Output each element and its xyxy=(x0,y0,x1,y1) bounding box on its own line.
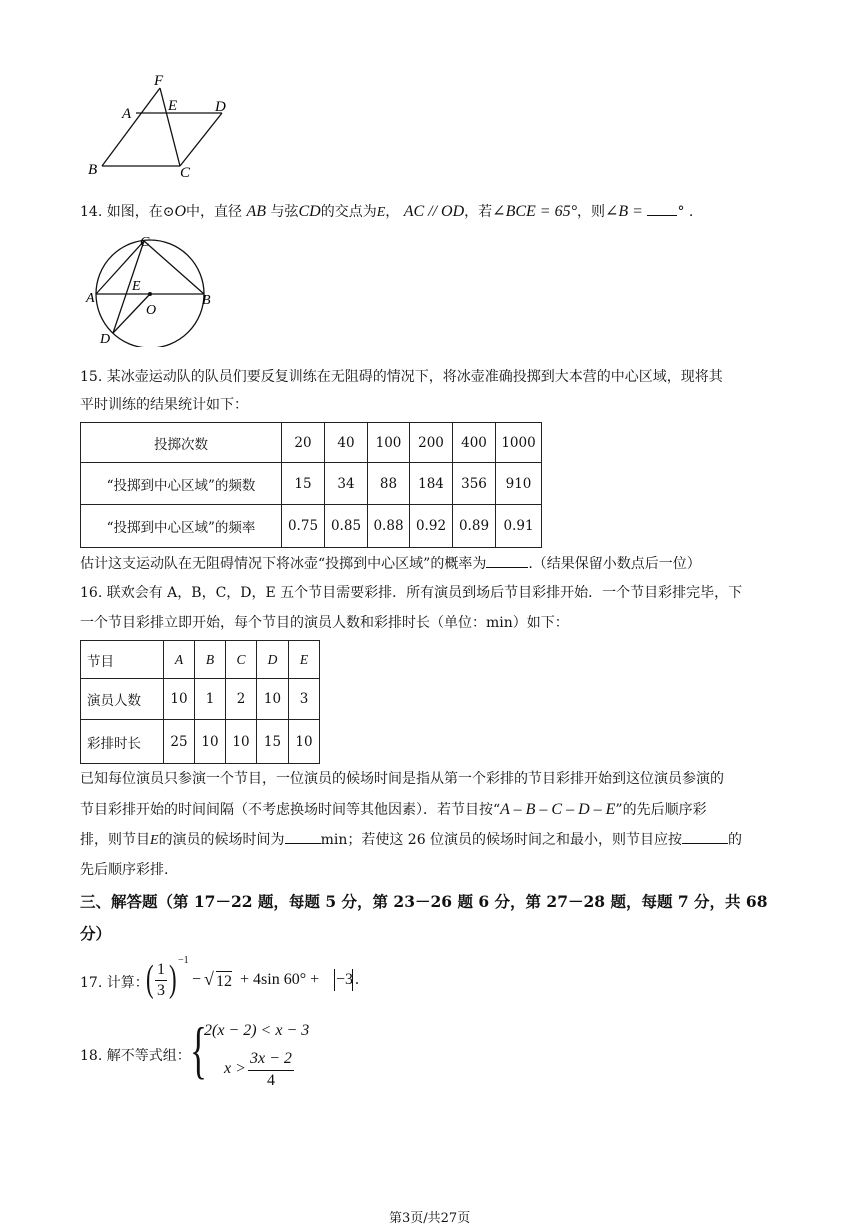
table-cell: 15 xyxy=(282,463,325,505)
q18-eq1: 2(x − 2) < x − 3 xyxy=(204,1022,310,1039)
table-cell: 88 xyxy=(368,463,410,505)
fig14-label-D: D xyxy=(100,332,111,347)
q14-t7: ，则 xyxy=(577,204,605,220)
brace-icon: { xyxy=(190,1014,207,1085)
q16-para1: 已知每位演员只参演一个节目，一位演员的候场时间是指从第一个彩排的节目彩排开始到这位演员参演的 xyxy=(80,771,724,787)
sqrt-icon: √ xyxy=(204,969,214,989)
q14-CD: CD xyxy=(298,203,321,220)
table-cell: 15 xyxy=(257,720,289,764)
table-cell: 910 xyxy=(496,463,542,505)
fig14-label-C: C xyxy=(140,235,150,250)
q14-angleB: ∠B = xyxy=(605,203,643,220)
table-cell: 0.91 xyxy=(496,505,542,548)
q14-text xyxy=(80,201,693,221)
q14-angle: ∠BCE = 65° xyxy=(492,203,577,220)
table-cell: 10 xyxy=(226,720,257,764)
table-cell: B xyxy=(195,641,226,679)
table-row xyxy=(81,505,542,548)
table-cell: 1000 xyxy=(496,423,542,463)
q16-para2 xyxy=(80,799,707,819)
fig14-label-B: B xyxy=(202,293,211,308)
q16-line1: 16. 联欢会有 A，B，C，D，E 五个节目需要彩排．所有演员到场后节目彩排开始．一个节目彩排完毕，下 xyxy=(80,585,743,601)
q18-system xyxy=(190,1016,330,1098)
parallelogram-figure xyxy=(84,70,244,180)
q17-abs-bar-right xyxy=(352,969,353,991)
q17-rest: + 4sin 60° + xyxy=(240,971,320,988)
q17-end: . xyxy=(355,971,359,988)
fig13-label-B: B xyxy=(88,162,98,178)
table-cell: 投掷次数 xyxy=(81,423,282,463)
table-cell: 1 xyxy=(195,679,226,720)
q17-frac-num: 1 xyxy=(157,961,165,978)
q14-AB: AB xyxy=(246,203,267,220)
q18-frac-num: 3x − 2 xyxy=(250,1050,292,1067)
q16-p3b: 的演员的候场时间为 xyxy=(158,832,285,848)
table-cell: 10 xyxy=(257,679,289,720)
q16-table xyxy=(80,640,320,764)
table-cell: 34 xyxy=(325,463,368,505)
table-cell: A xyxy=(164,641,195,679)
q17-frac-den: 3 xyxy=(157,982,165,999)
q14-answer-blank[interactable] xyxy=(647,201,677,216)
q14-t6: ，若 xyxy=(464,204,493,220)
q16-order: A – B – C – D – E xyxy=(500,801,616,818)
table-cell: 10 xyxy=(289,720,320,764)
circle-symbol: ⊙ xyxy=(162,204,175,220)
q17-radicand: 12 xyxy=(216,973,232,990)
q14-E: E xyxy=(376,205,386,220)
q17-frac-line xyxy=(155,980,167,981)
table-cell: 2 xyxy=(226,679,257,720)
q16-para4: 先后顺序彩排. xyxy=(80,862,169,878)
q16-p2a: 节目彩排开始的时间间隔（不考虑换场时间等其他因素）．若节目按“ xyxy=(80,802,501,818)
table-cell: 演员人数 xyxy=(81,679,164,720)
q14-t5: ， xyxy=(385,204,400,220)
fig13-label-A: A xyxy=(122,106,132,122)
circle-figure xyxy=(84,232,219,347)
q16-blank-1[interactable] xyxy=(285,829,321,844)
table-row xyxy=(81,641,320,679)
fig13-label-F: F xyxy=(154,73,164,89)
table-cell: 0.88 xyxy=(368,505,410,548)
q14-parallel: AC // OD xyxy=(403,203,465,220)
table-cell: “投掷到中心区域”的频数 xyxy=(81,463,282,505)
table-cell: 0.92 xyxy=(410,505,453,548)
table-cell: 0.89 xyxy=(453,505,496,548)
q16-p3d: 的 xyxy=(728,832,743,848)
table-cell: 0.75 xyxy=(282,505,325,548)
q17-paren-left: ( xyxy=(146,958,154,1000)
q16-p3E: E xyxy=(150,833,159,848)
table-cell: D xyxy=(257,641,289,679)
q14-num: 14. xyxy=(80,204,103,220)
fig14-label-O: O xyxy=(146,303,157,318)
table-row xyxy=(81,463,542,505)
table-cell: 400 xyxy=(453,423,496,463)
q17-paren-right: ) xyxy=(169,958,177,1000)
table-cell: 20 xyxy=(282,423,325,463)
section3-heading-line1: 三、解答题（第 17－22 题，每题 5 分，第 23－26 题 6 分，第 27－28 题，每题 7 分，共 68 xyxy=(80,892,768,911)
q18-frac-line xyxy=(248,1070,294,1071)
table-cell: 10 xyxy=(195,720,226,764)
q17-minus: − xyxy=(192,971,202,988)
q15-after2: .（结果保留小数点后一位） xyxy=(528,556,701,572)
table-cell: 25 xyxy=(164,720,195,764)
q15-answer-blank[interactable] xyxy=(486,553,528,568)
q14-end: . xyxy=(688,204,694,220)
q16-line2: 一个节目彩排立即开始，每个节目的演员人数和彩排时长（单位：min）如下： xyxy=(80,615,569,631)
q17-exponent: −1 xyxy=(178,955,189,966)
q16-p3c: min；若使这 26 位演员的候场时间之和最小，则节目应按 xyxy=(320,832,683,848)
table-cell: 100 xyxy=(368,423,410,463)
q14-degree: ° xyxy=(677,204,685,220)
q18-label: 18. 解不等式组： xyxy=(80,1048,191,1064)
fig13-label-D: D xyxy=(215,99,226,115)
q14-t3: 与弦 xyxy=(270,204,299,220)
table-cell: “投掷到中心区域”的频率 xyxy=(81,505,282,548)
q18-frac-den: 4 xyxy=(267,1072,275,1089)
q14-t2: 中，直径 xyxy=(186,204,243,220)
section3-heading-line2: 分） xyxy=(80,924,112,943)
page-number: 第3页/共27页 xyxy=(389,1211,471,1226)
table-cell: E xyxy=(289,641,320,679)
q15-after1: 估计这支运动队在无阻碍情况下将冰壶“投掷到中心区域”的概率为 xyxy=(80,556,487,572)
q18-eq2-lhs: x > xyxy=(224,1060,246,1077)
table-row xyxy=(81,423,542,463)
table-cell: 40 xyxy=(325,423,368,463)
fig14-label-A: A xyxy=(86,291,95,306)
q14-t1: 如图，在 xyxy=(106,204,163,220)
q14-t4: 的交点为 xyxy=(320,204,377,220)
q15-table xyxy=(80,422,542,548)
fig14-label-E: E xyxy=(132,279,141,294)
q16-p2b: ”的先后顺序彩 xyxy=(615,802,707,818)
q15-line2: 平时训练的结果统计如下： xyxy=(80,397,248,413)
table-cell: 200 xyxy=(410,423,453,463)
q16-blank-2[interactable] xyxy=(682,829,728,844)
table-cell: 节目 xyxy=(81,641,164,679)
table-cell: C xyxy=(226,641,257,679)
table-cell: 0.85 xyxy=(325,505,368,548)
q16-para3 xyxy=(80,829,742,849)
q15-estimate xyxy=(80,553,701,573)
table-cell: 3 xyxy=(289,679,320,720)
fig13-label-C: C xyxy=(180,165,191,180)
q14-O: O xyxy=(174,203,187,220)
q17-abs-bar-left xyxy=(334,969,335,991)
table-row xyxy=(81,720,320,764)
q15-line1: 15. 某冰壶运动队的队员们要反复训练在无阻碍的情况下，将冰壶准确投掷到大本营的中心区域，现将其 xyxy=(80,369,723,385)
q17-label: 17. 计算： xyxy=(80,975,149,991)
fig13-label-E: E xyxy=(168,98,178,114)
table-cell: 10 xyxy=(164,679,195,720)
table-cell: 356 xyxy=(453,463,496,505)
table-cell: 184 xyxy=(410,463,453,505)
q16-p3a: 排，则节目 xyxy=(80,832,150,848)
table-cell: 彩排时长 xyxy=(81,720,164,764)
q17-abs-value: −3 xyxy=(336,971,354,988)
table-row xyxy=(81,679,320,720)
